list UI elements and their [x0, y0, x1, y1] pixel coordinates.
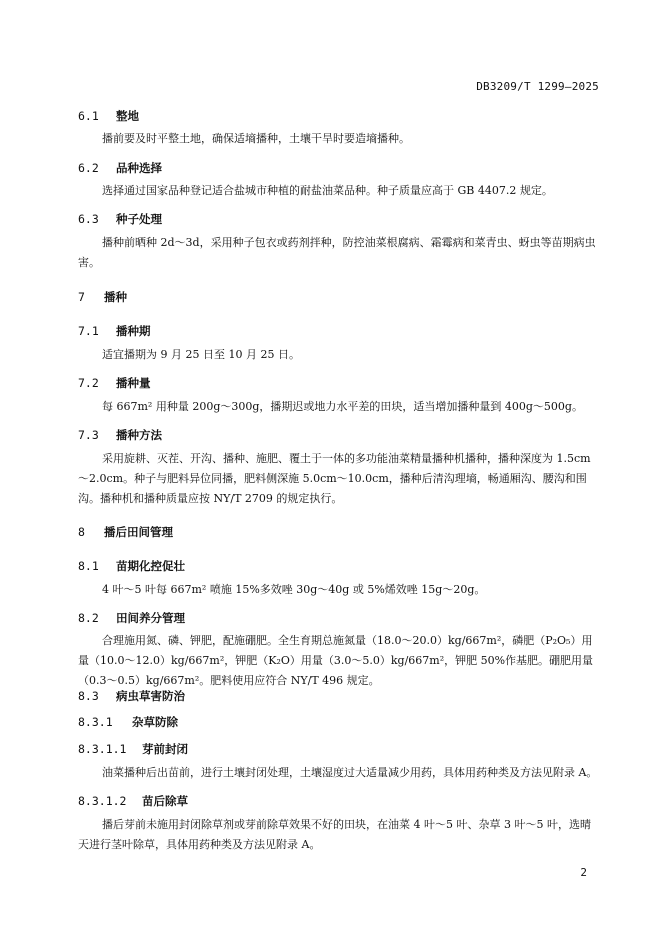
heading-7 [78, 289, 127, 305]
heading-title: 播种 [104, 290, 127, 304]
heading-7-2 [78, 375, 151, 391]
heading-title: 种子处理 [116, 212, 162, 226]
heading-8-3 [78, 688, 185, 704]
heading-title: 田间养分管理 [116, 611, 185, 625]
heading-number: 8.3.1.2 [78, 794, 127, 808]
heading-number: 7 [78, 290, 85, 304]
paragraph-6-2: 选择通过国家品种登记适合盐城市种植的耐盐油菜品种。种子质量应高于 GB 4407.2 规定。 [102, 184, 553, 197]
heading-7-1 [78, 323, 151, 339]
heading-number: 8.3 [78, 689, 99, 703]
heading-number: 6.1 [78, 109, 99, 123]
paragraph-7-3: 采用旋耕、灭茬、开沟、播种、施肥、覆土于一体的多功能油菜精量播种机播种，播种深度为 1.5cm～2.0cm。种子与肥料异位同播，肥料侧深施 5.0cm～10.0cm，播种后清沟理墒，畅通厢沟、腰沟和围沟。播种机和播种质量应按 NY/T 2709 的规定执行。 [78, 452, 591, 505]
heading-number: 6.2 [78, 161, 99, 175]
heading-title: 播种量 [116, 376, 151, 390]
heading-title: 芽前封闭 [142, 742, 188, 756]
heading-8-3-1-1 [78, 741, 188, 757]
paragraph-8-2: 合理施用氮、磷、钾肥，配施硼肥。全生育期总施氮量（18.0～20.0）kg/667m²，磷肥（P₂O₅）用量（10.0～12.0）kg/667m²，钾肥（K₂O）用量（3.0～5.0）kg/667m²，钾肥 50%作基肥。硼肥用量（0.3～0.5）kg/667m²。肥料使用应符合 NY/T 496 规定。 [78, 634, 594, 687]
document-code: DB3209/T 1299—2025 [476, 80, 599, 93]
heading-title: 苗期化控促壮 [116, 559, 185, 573]
heading-number: 6.3 [78, 212, 99, 226]
paragraph-7-2: 每 667m² 用种量 200g～300g，播期迟或地力水平差的田块，适当增加播种量到 400g～500g。 [102, 400, 583, 413]
heading-6-3 [78, 211, 162, 227]
heading-title: 整地 [116, 109, 139, 123]
heading-number: 7.3 [78, 428, 99, 442]
heading-8-3-1 [78, 714, 178, 730]
heading-title: 杂草防除 [132, 715, 178, 729]
heading-title: 播后田间管理 [104, 525, 173, 539]
heading-number: 8.1 [78, 559, 99, 573]
paragraph-8-1: 4 叶～5 叶每 667m² 喷施 15%多效唑 30g～40g 或 5%烯效唑 15g～20g。 [102, 583, 486, 596]
heading-number: 8.3.1 [78, 715, 113, 729]
heading-number: 7.1 [78, 324, 99, 338]
heading-title: 病虫草害防治 [116, 689, 185, 703]
heading-title: 播种方法 [116, 428, 162, 442]
heading-number: 8.3.1.1 [78, 742, 127, 756]
paragraph-7-1: 适宜播期为 9 月 25 日至 10 月 25 日。 [102, 348, 300, 361]
heading-title: 苗后除草 [142, 794, 188, 808]
heading-number: 7.2 [78, 376, 99, 390]
heading-8-2 [78, 610, 185, 626]
heading-7-3 [78, 427, 162, 443]
heading-number: 8.2 [78, 611, 99, 625]
heading-title: 播种期 [116, 324, 151, 338]
page-number: 2 [580, 866, 587, 879]
heading-title: 品种选择 [116, 161, 162, 175]
heading-8 [78, 524, 173, 540]
paragraph-6-1: 播前要及时平整土地，确保适墒播种，土壤干旱时要造墒播种。 [102, 132, 410, 145]
paragraph-8-3-1-2: 播后芽前未施用封闭除草剂或芽前除草效果不好的田块，在油菜 4 叶～5 叶、杂草 3 叶～5 叶，选晴天进行茎叶除草，具体用药种类及方法见附录 A。 [78, 818, 591, 851]
heading-6-1 [78, 108, 139, 124]
paragraph-6-3: 播种前晒种 2d～3d，采用种子包衣或药剂拌种，防控油菜根腐病、霜霉病和菜青虫、蚜虫等苗期病虫害。 [78, 236, 596, 269]
heading-6-2 [78, 160, 162, 176]
heading-8-3-1-2 [78, 793, 188, 809]
heading-number: 8 [78, 525, 85, 539]
paragraph-8-3-1-1: 油菜播种后出苗前，进行土壤封闭处理，土壤湿度过大适量减少用药，具体用药种类及方法见附录 A。 [102, 766, 598, 779]
heading-8-1 [78, 558, 185, 574]
